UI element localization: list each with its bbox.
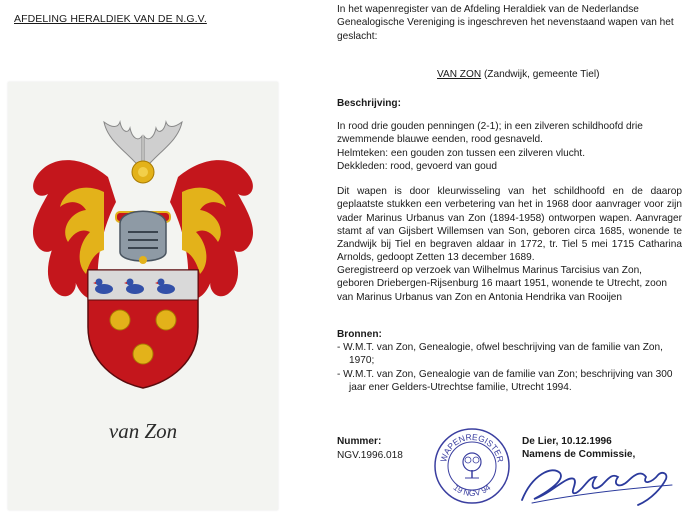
family-heading	[437, 68, 600, 81]
helmet	[120, 211, 166, 261]
seal-top-text: WAPENREGISTER	[438, 431, 506, 464]
place-date: De Lier, 10.12.1996	[522, 436, 612, 447]
source-item: - W.M.T. van Zon, Genealogie, ofwel beschrijving van de familie van Zon, 1970;	[337, 342, 663, 367]
signature	[512, 455, 682, 510]
seal-bottom-text: 19 NGV 94	[451, 482, 493, 499]
bezant-icon	[110, 310, 130, 330]
register-seal	[432, 426, 512, 506]
source-item: - W.M.T. van Zon, Genealogie van de familie van Zon; beschrijving van 300 jaar ener Gelders-Utrechtse familie, Utrecht 1994.	[337, 368, 673, 393]
card-family-name: van Zon	[108, 419, 178, 443]
on-behalf-text: Namens de Commissie,	[522, 449, 636, 460]
bezant-icon	[156, 310, 176, 330]
intro-text: In het wapenregister van de Afdeling Heraldiek van de Nederlandse Genealogische Vereniging is ingeschreven het nevenstaand wapen van het geslacht:	[337, 4, 674, 42]
sources-list	[337, 341, 682, 394]
number-label: Nummer:	[337, 436, 382, 447]
family-place: (Zandwijk, gemeente Tiel)	[483, 69, 600, 80]
history-text: Dit wapen is door kleurwisseling van het schildhoofd en de daarop geplaatste stukken een verbetering van het in 1968 door aanvrager voor zijn vader Marinus Urbanus van Zon (1894-1958) ontworpen wapen. Aanvrager stamt af van Gijsbert Willemsen van Son, geboren circa 1685, wonende te Zandwijk bij Tiel en begraven aldaar in 1772, tr. Tiel 5 mei 1715 Catharina Arnolds, gedoopt Zetten 13 december 1689.	[337, 186, 682, 264]
sources-label: Bronnen:	[337, 329, 382, 340]
tree-icon	[463, 453, 481, 478]
coat-of-arms-illustration	[8, 82, 278, 412]
helmet-medallion	[139, 256, 147, 264]
registered-text: Geregistreerd op verzoek van Wilhelmus Marinus Tarcisius van Zon, geboren Driebergen-Rijsenburg 16 maart 1951, wonende te Utrecht, zoon van Marinus Urbanus van Zon en Antonia Hendrika van Rooijen	[337, 265, 667, 303]
registration-number: NGV.1996.018	[337, 450, 403, 461]
description-label: Beschrijving:	[337, 98, 401, 109]
sun-center	[138, 167, 148, 177]
blazon-block	[337, 120, 682, 173]
crest-text: Helmteken: een gouden zon tussen een zilveren vlucht.	[337, 147, 586, 159]
blazon-text: In rood drie gouden penningen (2-1); in een zilveren schildhoofd drie zwemmende blauwe eenden, rood gesnaveld.	[337, 121, 643, 146]
department-header: AFDELING HERALDIEK VAN DE N.G.V.	[14, 13, 207, 25]
bezant-icon	[133, 344, 153, 364]
family-name: VAN ZON	[437, 69, 482, 80]
mantling-text: Dekkleden: rood, gevoerd van goud	[337, 160, 497, 172]
coat-of-arms-card	[8, 82, 278, 510]
